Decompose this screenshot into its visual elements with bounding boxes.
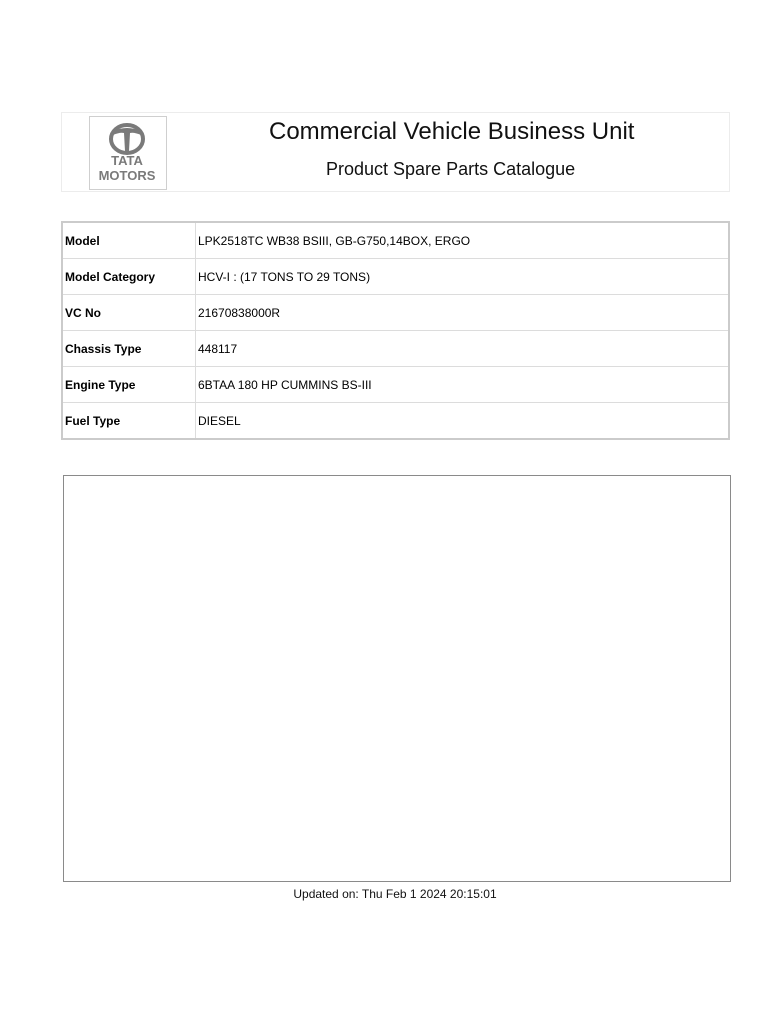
table-row-model xyxy=(62,222,729,259)
fuel-type-value: DIESEL xyxy=(196,403,730,440)
model-value: LPK2518TC WB38 BSIII, GB-G750,14BOX, ERGO xyxy=(196,222,730,259)
table-row-fuel-type xyxy=(62,403,729,440)
tata-motors-logo xyxy=(89,116,167,190)
vc-no-label: VC No xyxy=(62,295,196,331)
vc-no-value: 21670838000R xyxy=(196,295,730,331)
engine-type-label: Engine Type xyxy=(62,367,196,403)
page-subtitle: Product Spare Parts Catalogue xyxy=(326,159,576,179)
table-row-model-category xyxy=(62,259,729,295)
page-title: Commercial Vehicle Business Unit xyxy=(269,118,635,145)
logo-text-motors: MOTORS xyxy=(98,168,156,183)
engine-type-value: 6BTAA 180 HP CUMMINS BS-III xyxy=(196,367,730,403)
tata-motors-logo-icon xyxy=(90,117,166,189)
chassis-type-label: Chassis Type xyxy=(62,331,196,367)
chassis-type-value: 448117 xyxy=(196,331,730,367)
model-category-label: Model Category xyxy=(62,259,196,295)
fuel-type-label: Fuel Type xyxy=(62,403,196,440)
model-category-value: HCV-I : (17 TONS TO 29 TONS) xyxy=(196,259,730,295)
catalogue-header xyxy=(61,112,730,192)
vehicle-info-table xyxy=(61,221,730,440)
model-label: Model xyxy=(62,222,196,259)
vehicle-image-panel xyxy=(63,475,731,882)
table-row-vc-no xyxy=(62,295,729,331)
logo-text-tata: TATA xyxy=(111,153,143,168)
table-row-engine-type xyxy=(62,367,729,403)
table-row-chassis-type xyxy=(62,331,729,367)
updated-timestamp: Updated on: Thu Feb 1 2024 20:15:01 xyxy=(293,887,497,901)
